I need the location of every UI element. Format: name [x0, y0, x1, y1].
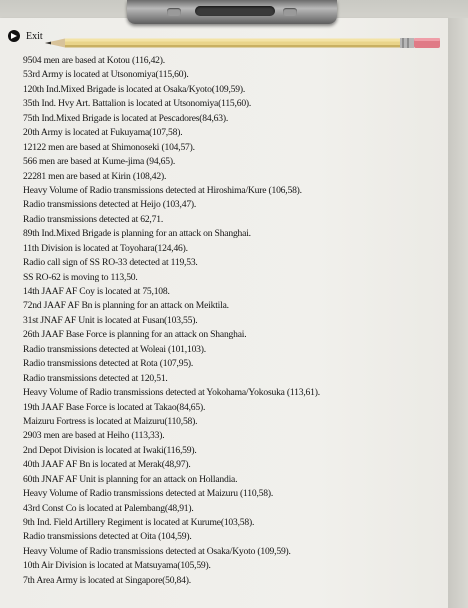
clipboard-clip — [127, 0, 337, 24]
report-line: 35th Ind. Hvy Art. Battalion is located at Utsonomiya(115,60). — [23, 98, 252, 110]
report-line: Maizuru Fortress is located at Maizuru(110,58). — [23, 415, 198, 427]
report-line: 19th JAAF Base Force is located at Takao(84,65). — [23, 401, 206, 413]
report-line: Heavy Volume of Radio transmissions detected at Maizuru (110,58). — [23, 488, 274, 500]
report-line: Heavy Volume of Radio transmissions detected at Hiroshima/Kure (106,58). — [23, 184, 302, 196]
report-line: 7th Area Army is located at Singapore(50,84). — [23, 574, 191, 586]
report-line: 89th Ind.Mixed Brigade is planning for an attack on Shanghai. — [23, 228, 251, 240]
report-line: 31st JNAF AF Unit is located at Fusan(103,55). — [23, 314, 198, 326]
report-line: Radio transmissions detected at 120,51. — [23, 372, 168, 384]
report-line: Radio transmissions detected at Woleai (101,103). — [23, 343, 206, 355]
report-line: Heavy Volume of Radio transmissions detected at Yokohama/Yokosuka (113,61). — [23, 387, 320, 399]
report-line: Radio call sign of SS RO-33 detected at 119,53. — [23, 257, 198, 269]
report-line: 40th JAAF AF Bn is located at Merak(48,97). — [23, 459, 191, 471]
report-line: 11th Division is located at Toyohara(124,46). — [23, 242, 188, 254]
clip-rivet-right — [283, 8, 297, 16]
report-line: 75th Ind.Mixed Brigade is located at Pescadores(84,63). — [23, 112, 229, 124]
report-line: SS RO-62 is moving to 113,50. — [23, 271, 138, 283]
report-line: 9th Ind. Field Artillery Regiment is located at Kurume(103,58). — [23, 517, 255, 528]
report-line: 9504 men are based at Kotou (116,42). — [23, 55, 165, 66]
report-line: Heavy Volume of Radio transmissions detected at Osaka/Kyoto (109,59). — [23, 545, 291, 557]
report-line: 72nd JAAF AF Bn is planning for an attack on Meiktila. — [23, 300, 229, 312]
paper-edge — [448, 18, 468, 608]
report-line: Radio transmissions detected at Rota (107,95). — [23, 358, 194, 370]
report-line: 43rd Const Co is located at Palembang(48,91). — [23, 502, 194, 514]
pencil-icon — [45, 37, 445, 51]
report-line: 2903 men are based at Heiho (113,33). — [23, 430, 165, 442]
report-line: 12122 men are based at Shimonoseki (104,57). — [23, 141, 195, 153]
report-line: 10th Air Division is located at Matsuyama(105,59). — [23, 560, 211, 572]
report-line: Radio transmissions detected at Oita (104,59). — [23, 531, 192, 543]
exit-arrow-icon — [8, 30, 20, 42]
report-line: Radio transmissions detected at Heijo (103,47). — [23, 199, 197, 211]
report-line: Radio transmissions detected at 62,71. — [23, 213, 164, 225]
clip-slot — [195, 6, 275, 16]
report-line: 2nd Depot Division is located at Iwaki(116,59). — [23, 444, 197, 456]
report-line: 120th Ind.Mixed Brigade is located at Osaka/Kyoto(109,59). — [23, 83, 246, 95]
report-line: 53rd Army is located at Utsonomiya(115,60). — [23, 69, 189, 81]
report-line: 566 men are based at Kume-jima (94,65). — [23, 156, 176, 168]
report-line: 14th JAAF AF Coy is located at 75,108. — [23, 286, 170, 297]
report-line: 20th Army is located at Fukuyama(107,58). — [23, 127, 183, 139]
clip-rivet-left — [167, 8, 181, 16]
report-line: 60th JNAF AF Unit is planning for an attack on Hollandia. — [23, 473, 238, 485]
report-line: 26th JAAF Base Force is planning for an attack on Shanghai. — [23, 329, 247, 341]
exit-button[interactable] — [8, 29, 43, 43]
intel-report-list — [23, 54, 443, 588]
report-line: 22281 men are based at Kirin (108,42). — [23, 170, 167, 182]
exit-label: Exit — [26, 30, 43, 42]
